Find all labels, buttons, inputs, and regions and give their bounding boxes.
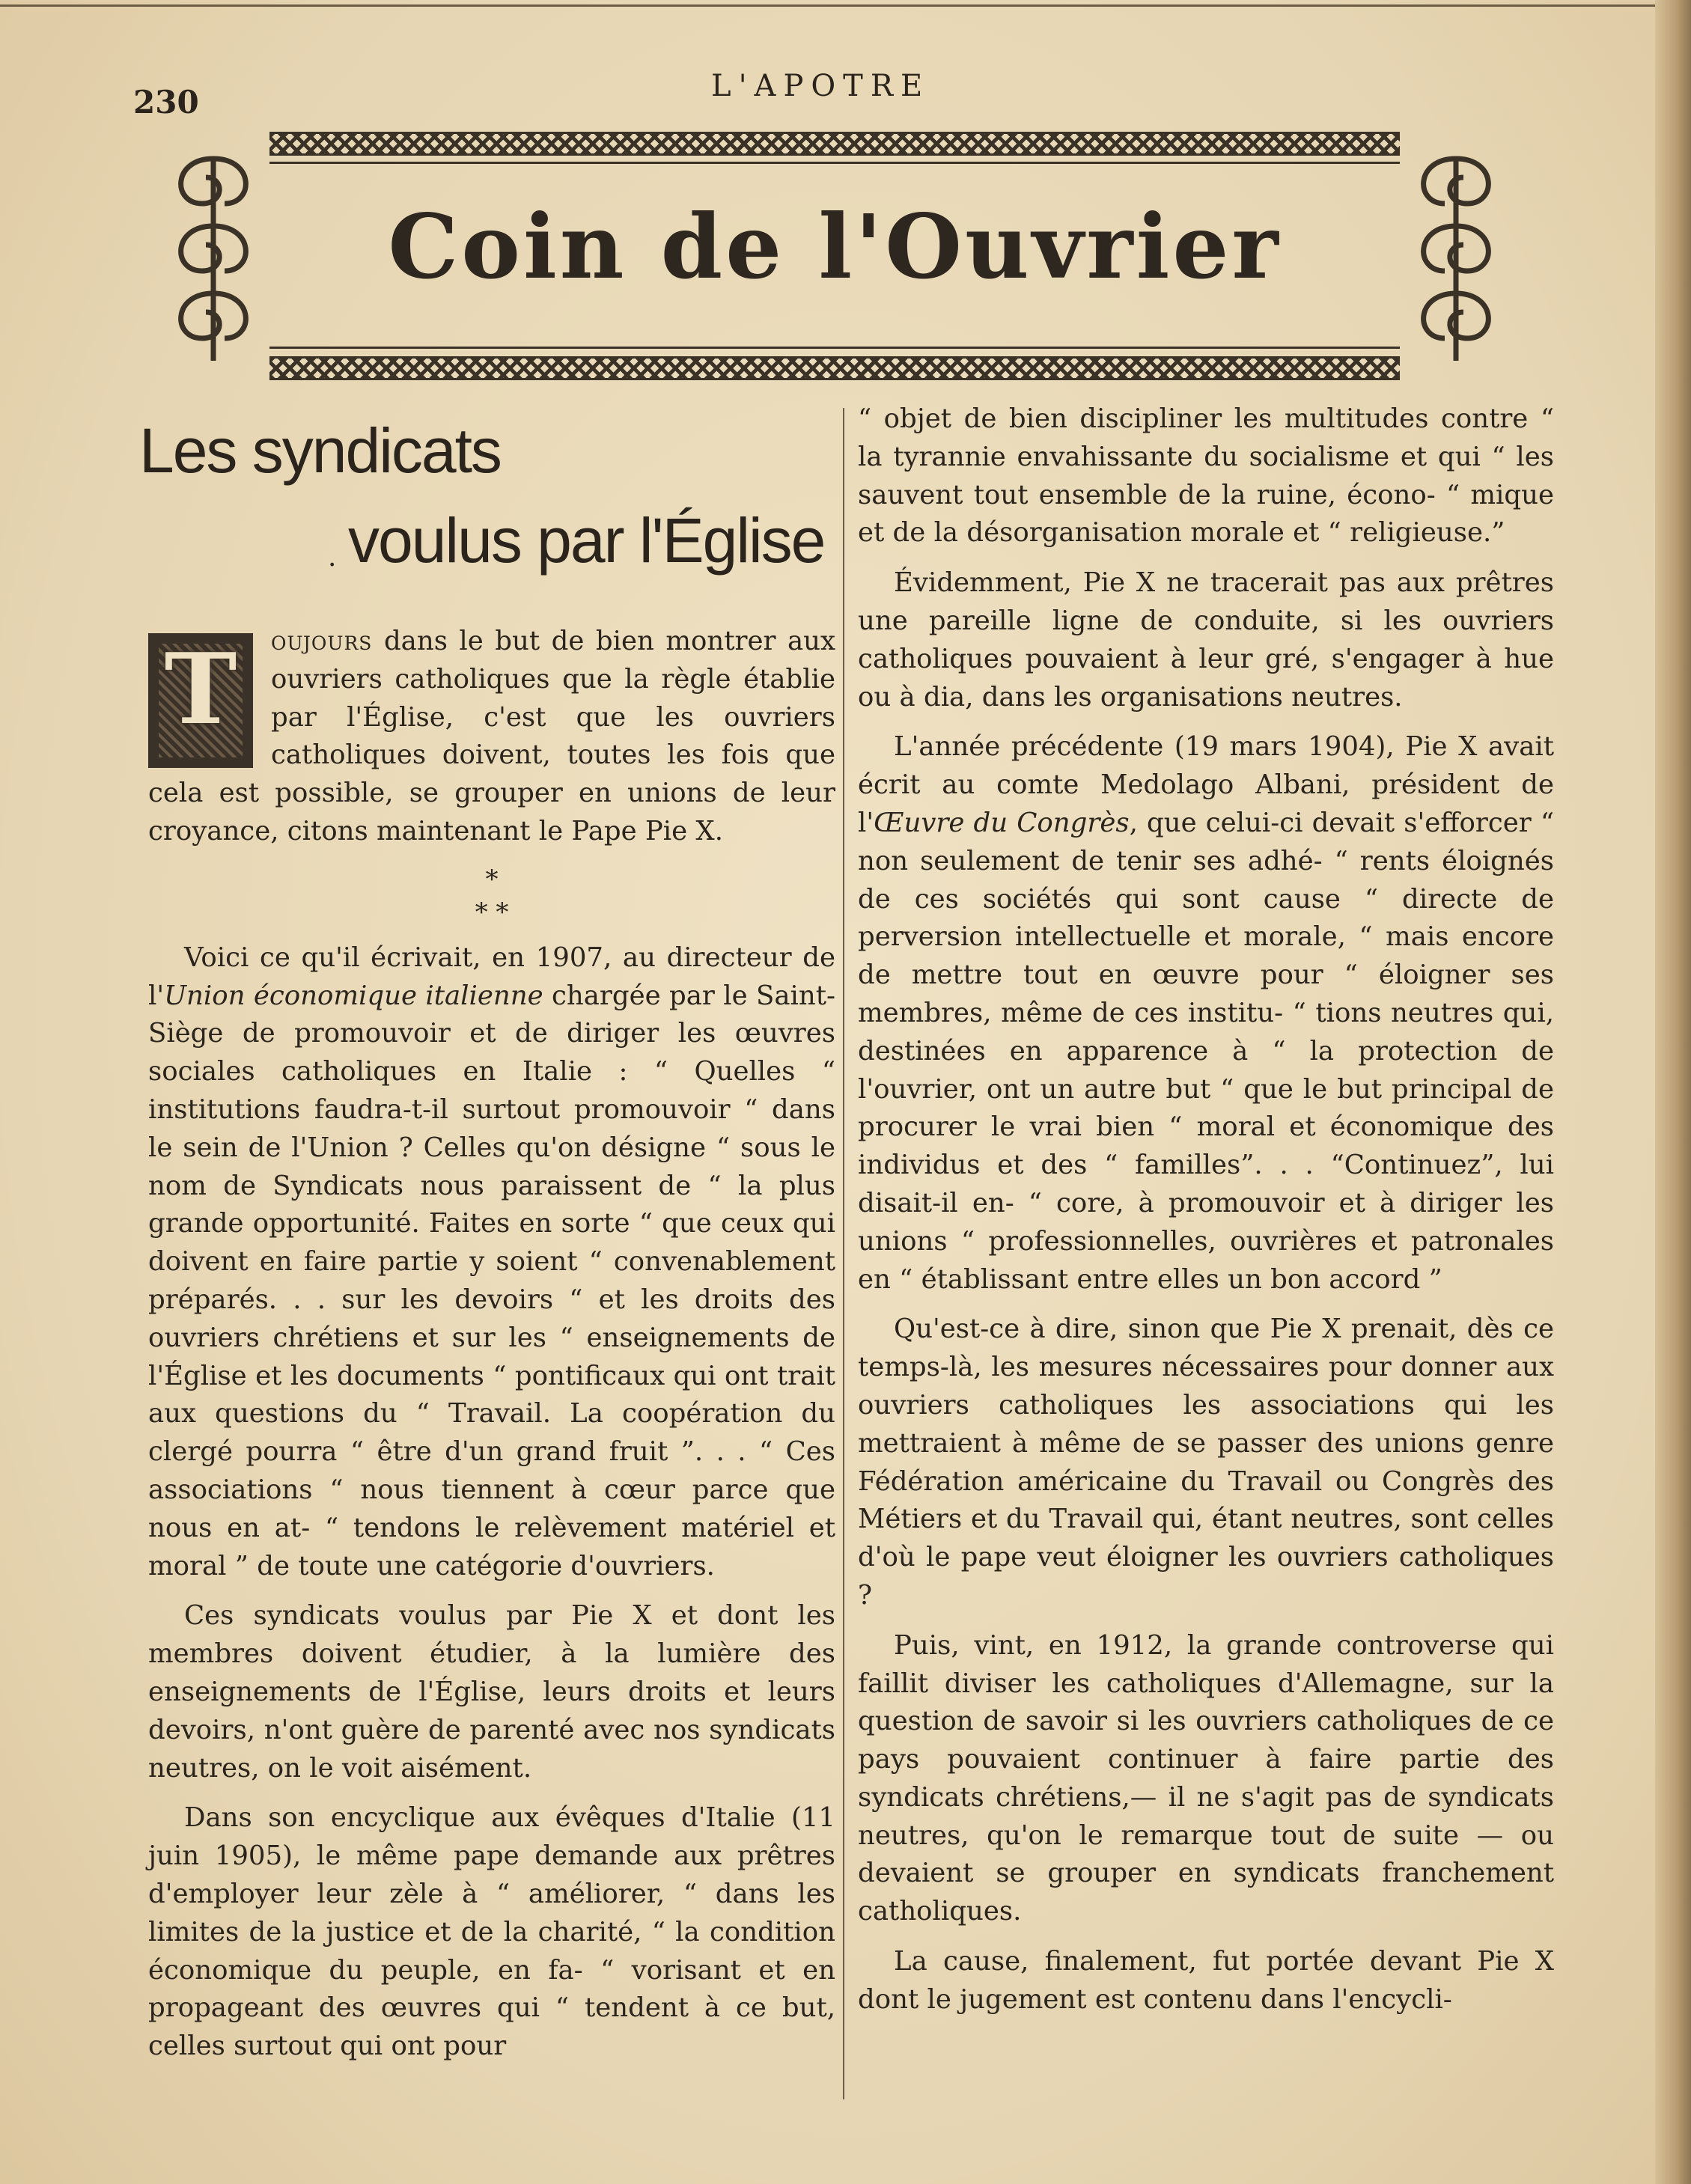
dropcap-letter: T xyxy=(164,632,237,746)
paragraph-quest-ce: Qu'est-ce à dire, sinon que Pie X prenait, dès ce temps-là, les mesures nécessaires pour donner aux ouvriers catholiques les associations qui les mettraient à même de se passer des unions genre Fédération américaine du Travail ou Congrès des Métiers et du Travail qui, étant neutres, sont celles d'où le pape veut éloigner les ouvriers catholiques ? xyxy=(858,1314,1554,1611)
banner-rule-bottom xyxy=(269,347,1400,349)
paragraph-la-cause: La cause, finalement, fut portée devant Pie X dont le jugement est contenu dans l'encycli- xyxy=(858,1946,1554,2015)
intro-smallcaps: oujours xyxy=(271,626,373,656)
paragraph-1912: Puis, vint, en 1912, la grande controverse qui faillit diviser les catholiques d'Allemagne, sur la question de savoir si les ouvriers catholiques de ce pays pouvaient continuer à faire partie des syndicats chrétiens,— il ne s'agit pas de syndicats neutres, qu'on le remarque tout de suite — ou devaient se grouper en syndicats franchement catholiques. xyxy=(858,1629,1554,1927)
scroll-ornament-right-icon xyxy=(1400,144,1512,368)
right-column xyxy=(858,400,1554,2031)
banner-zigzag-bottom xyxy=(269,356,1400,380)
subtitle-dot: · xyxy=(328,550,337,581)
p2-italic: Union économique italienne xyxy=(164,980,543,1011)
binding-edge xyxy=(1655,0,1691,2184)
article-subtitle: voulus par l'Église xyxy=(348,505,825,576)
banner-zigzag-top xyxy=(269,132,1400,156)
asterism xyxy=(148,863,835,929)
page-number: 230 xyxy=(133,84,199,121)
r3-text-b: , que celui-ci devait s'efforcer “ non seulement de tenir ses adhé- “ rents éloignés de ces sociétés qui sont cause “ directe de perversion intellectuelle et morale, “ mais encore de mettre tout en œuvre pour “ éloigner ses membres, même de ces institu- “ tions neutres qui, destinées en apparence à “ la protection de l'ouvrier, ont un autre but “ que le but principal de procurer le vrai bien “ moral et économique des individus et des “ familles”. . . “Continuez”, lui disait-il en- “ core, à promouvoir et à diriger les unions “ professionnelles, ouvrières et patronales en “ établissant entre elles un bon accord ” xyxy=(858,807,1554,1295)
top-border xyxy=(0,4,1655,7)
running-head: L'APOTRE xyxy=(711,69,930,103)
article-title: Les syndicats xyxy=(139,415,501,486)
left-column xyxy=(148,623,835,2078)
paragraph-syndicats: Ces syndicats voulus par Pie X et dont les membres doivent étudier, à la lumière des enseignements de l'Église, leurs droits et leurs devoirs, n'ont guère de parenté avec nos syndicats neutres, on le voit aisément. xyxy=(148,1600,835,1784)
dropcap xyxy=(148,633,253,768)
paragraph-1904 xyxy=(858,728,1554,1299)
r3-text-a: L'année précédente (19 mars 1904), Pie X avait écrit au comte Medolago Albani, président de l' xyxy=(858,731,1554,838)
asterism-top: * xyxy=(485,864,499,894)
asterism-bottom: * * xyxy=(475,897,509,927)
paragraph-1907-letter xyxy=(148,939,835,1586)
r3-italic: Œuvre du Congrès xyxy=(874,807,1130,838)
intro-paragraph xyxy=(148,623,835,851)
banner-rule-top xyxy=(269,162,1400,164)
p2-text-b: chargée par le Saint-Siège de promouvoir et de diriger les œuvres sociales catholiques en Italie : “ Quelles “ institutions faudra-t-il surtout promouvoir “ dans le sein de l'Union ? Celles qu'on désigne “ sous le nom de Syndicats nous paraissent de “ la plus grande opportunité. Faites en sorte “ que ceux qui doivent en faire partie y soient “ convenablement préparés. . . sur les devoirs “ et les droits des ouvriers chrétiens et sur les “ enseignements de l'Église et les documents “ pontificaux qui ont trait aux questions du “ Travail. La coopération du clergé pourra “ être d'un grand fruit ”. . . “ Ces associations “ nous tiennent à cœur parce que nous en at- “ tendons le relèvement matériel et moral ” de toute une catégorie d'ouvriers. xyxy=(148,980,835,1581)
banner-title: Coin de l'Ouvrier xyxy=(388,195,1282,299)
intro-text: dans le but de bien montrer aux ouvriers catholiques que la règle établie par l'Église, c'est que les ouvriers catholiques doivent, toutes les fois que cela est possible, se grouper en unions de leur croyance, citons maintenant le Pape Pie X. xyxy=(148,626,835,847)
paragraph-encyclique: Dans son encyclique aux évêques d'Italie (11 juin 1905), le même pape demande aux prêtres d'employer leur zèle à “ améliorer, “ dans les limites de la justice et de la charité, “ la condition économique du peuple, en fa- “ vorisant et en propageant des œuvres qui “ tendent à ce but, celles surtout qui ont pour xyxy=(148,1802,835,2062)
column-divider xyxy=(843,408,844,2099)
scroll-ornament-left-icon xyxy=(157,144,269,368)
paragraph-evidemment: Évidemment, Pie X ne tracerait pas aux prêtres une pareille ligne de conduite, si les ouvriers catholiques pouvaient à leur gré, s'engager à hue ou à dia, dans les organisations neutres. xyxy=(858,567,1554,713)
section-banner xyxy=(157,127,1512,389)
paragraph-quote-continuation: “ objet de bien discipliner les multitudes contre “ la tyrannie envahissante du socialisme et qui “ les sauvent tout ensemble de la ruine, écono- “ mique et de la désorganisation morale et “ religieuse.” xyxy=(858,403,1554,549)
p2-text-a: Voici ce qu'il écrivait, en 1907, au directeur de l' xyxy=(148,942,835,1011)
